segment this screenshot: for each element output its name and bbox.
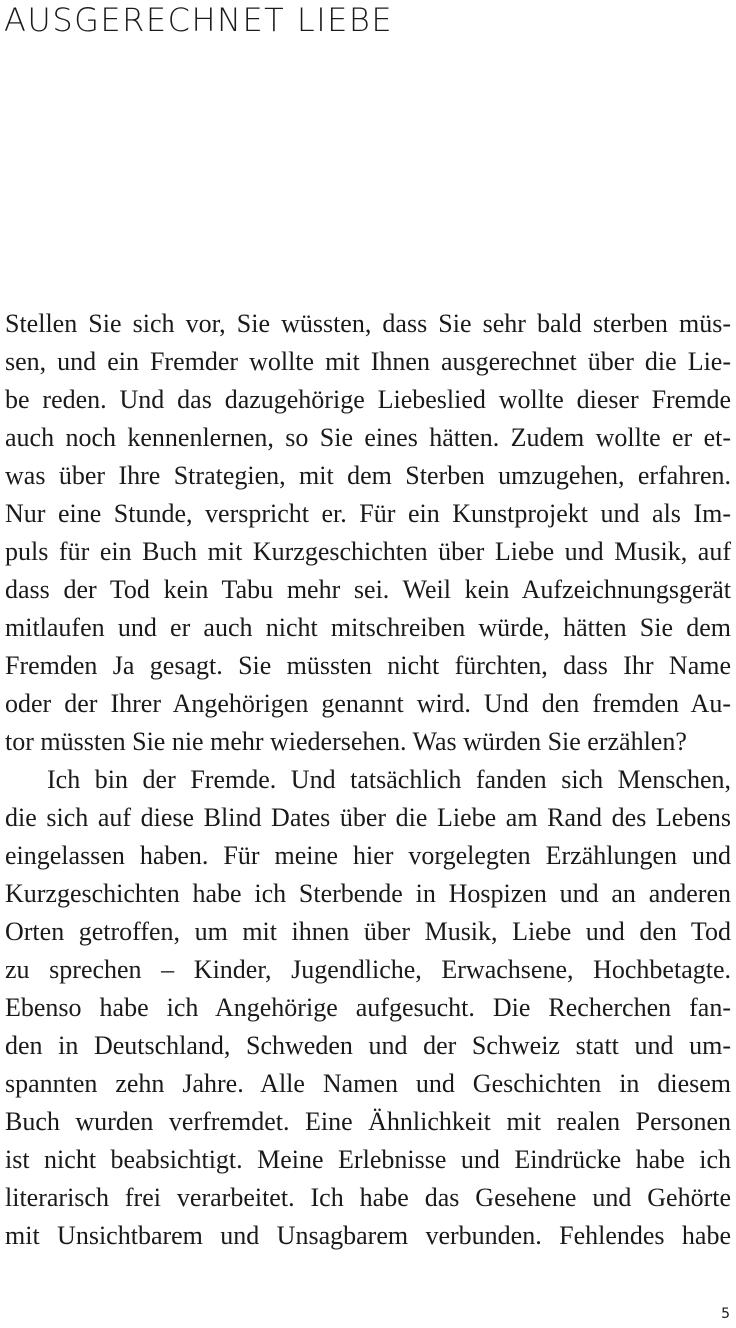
text-line: puls für ein Buch mit Kurzgeschichten über Liebe und Musik, auf	[5, 537, 731, 566]
text-line: oder der Ihrer Angehörigen genannt wird. Und den fremden Au-	[5, 689, 731, 718]
text-line: Stellen Sie sich vor, Sie wüssten, dass Sie sehr bald sterben müs-	[5, 309, 731, 338]
text-line: dass der Tod kein Tabu mehr sei. Weil kein Aufzeichnungsgerät	[5, 575, 731, 604]
text-line: den in Deutschland, Schweden und der Schweiz statt und um-	[5, 1031, 731, 1060]
text-line: Buch wurden verfremdet. Eine Ähnlichkeit mit realen Personen	[5, 1107, 731, 1136]
text-line: Kurzgeschichten habe ich Sterbende in Hospizen und an anderen	[5, 879, 731, 908]
text-line: zu sprechen – Kinder, Jugendliche, Erwachsene, Hochbetagte.	[5, 955, 731, 984]
text-line: mitlaufen und er auch nicht mitschreiben würde, hätten Sie dem	[5, 613, 731, 642]
text-line: Orten getroffen, um mit ihnen über Musik, Liebe und den Tod	[5, 917, 731, 946]
text-line: be reden. Und das dazugehörige Liebeslied wollte dieser Fremde	[5, 385, 731, 414]
page-number: 5	[721, 1306, 730, 1322]
text-line: spannten zehn Jahre. Alle Namen und Geschichten in diesem	[5, 1069, 731, 1098]
text-line: die sich auf diese Blind Dates über die Liebe am Rand des Lebens	[5, 803, 731, 832]
text-line: auch noch kennenlernen, so Sie eines hätten. Zudem wollte er et-	[5, 423, 731, 452]
text-line: sen, und ein Fremder wollte mit Ihnen ausgerechnet über die Lie-	[5, 347, 731, 376]
text-line: Nur eine Stunde, verspricht er. Für ein Kunstprojekt und als Im-	[5, 499, 731, 528]
text-line: mit Unsichtbarem und Unsagbarem verbunden. Fehlendes habe	[5, 1221, 731, 1250]
text-line: Ich bin der Fremde. Und tatsächlich fanden sich Menschen,	[47, 765, 731, 794]
text-line: Fremden Ja gesagt. Sie müssten nicht fürchten, dass Ihr Name	[5, 651, 731, 680]
text-line: eingelassen haben. Für meine hier vorgelegten Erzählungen und	[5, 841, 731, 870]
text-line: tor müssten Sie nie mehr wiedersehen. Was würden Sie erzählen?	[5, 727, 687, 756]
chapter-title: AUSGERECHNET LIEBE	[4, 1, 394, 39]
text-line: was über Ihre Strategien, mit dem Sterben umzugehen, erfahren.	[5, 461, 731, 490]
text-line: literarisch frei verarbeitet. Ich habe das Gesehene und Gehörte	[5, 1183, 731, 1212]
text-line: ist nicht beabsichtigt. Meine Erlebnisse und Eindrücke habe ich	[5, 1145, 731, 1174]
text-line: Ebenso habe ich Angehörige aufgesucht. Die Recherchen fan-	[5, 993, 731, 1022]
